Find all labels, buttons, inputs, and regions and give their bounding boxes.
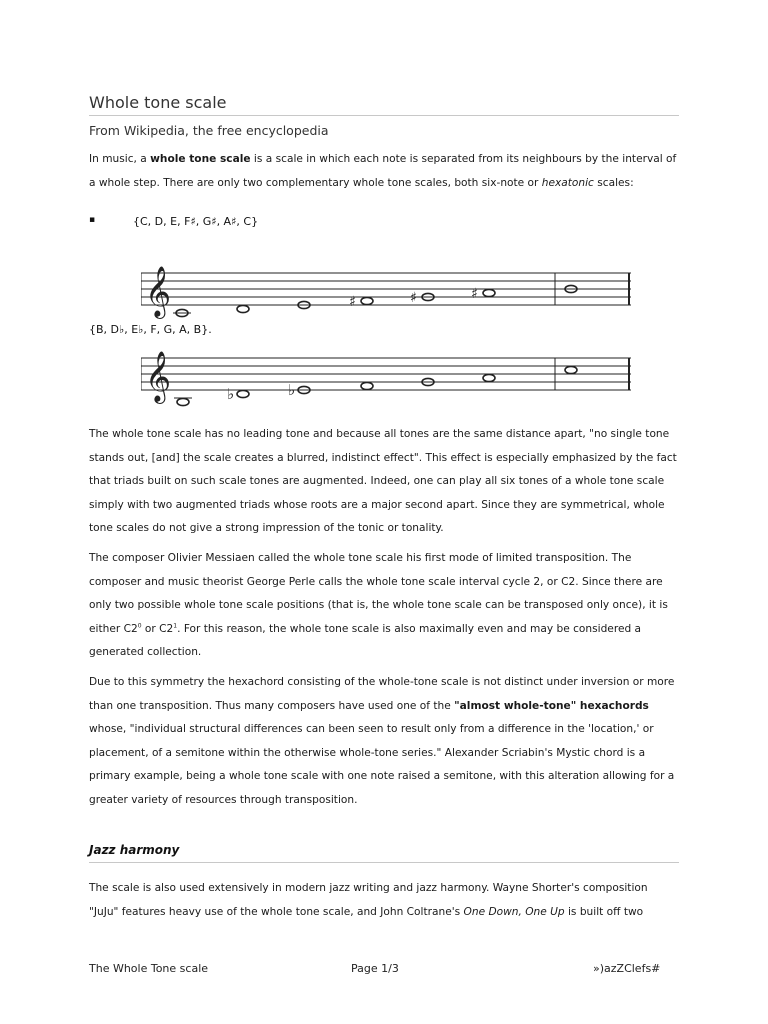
sharp-icon: ♯ [410, 290, 417, 306]
flat-icon: ♭ [288, 381, 296, 399]
footer-document-title: The Whole Tone scale [89, 962, 209, 975]
treble-clef-icon: 𝄞 [145, 351, 172, 402]
note-a [483, 374, 495, 381]
note-f-sharp [361, 297, 373, 304]
term-whole-tone-scale: whole tone scale [150, 153, 251, 165]
note-b-low [177, 398, 189, 405]
treble-clef-icon: 𝄞 [145, 266, 172, 317]
page-subtitle: From Wikipedia, the free encyclopedia [89, 123, 329, 138]
footer-logo: »)azZClefs# [593, 962, 661, 975]
note-d [237, 305, 249, 312]
staff-scale-2 [141, 340, 631, 415]
term-hexatonic: hexatonic [541, 176, 594, 189]
note-a-sharp [483, 289, 495, 296]
section-heading-jazz-harmony: Jazz harmony [89, 843, 679, 863]
paragraph-jazz: The scale is also used extensively in modern jazz writing and jazz harmony. Wayne Shorter's composition "JuJu" features heavy use of the whole tone scale, and John Coltrane's One Down, One Up is built off two [89, 882, 648, 918]
note-f [361, 382, 373, 389]
bullet-icon: ▪ [89, 215, 96, 225]
flat-icon: ♭ [227, 385, 235, 403]
page-title: Whole tone scale [89, 93, 679, 116]
intro-paragraph: In music, a whole tone scale is a scale in which each note is separated from its neighbours by the interval of a whole step. There are only two complementary whole tone scales, both six-note or hexatonic scales: [89, 153, 677, 189]
sharp-icon: ♯ [349, 294, 356, 310]
note-d-flat [237, 390, 249, 397]
paragraph-messiaen: The composer Olivier Messiaen called the whole tone scale his first mode of limited transposition. The composer and music theorist George Perle calls the whole tone scale interval cycle 2, or C2. Since there are only two possible whole tone scale positions (that is, the whole tone scale can be transposed only once), it is either $C2^0$ or $C2^1$. For this reason, the whole tone scale is also maximally even and may be considered a generated collection. [89, 552, 668, 658]
term-one-down-one-up: One Down, One Up [463, 905, 565, 918]
footer-page-number: Page 1/3 [351, 962, 399, 975]
note-b-high [565, 366, 577, 373]
paragraph-leading-tone: The whole tone scale has no leading tone and because all tones are the same distance apart, "no single tone stands out, [and] the scale creates a blurred, indistinct effect". This effect is especially emphasized by the fact that triads built on such scale tones are augmented. Indeed, one can play all six tones of a whole tone scale simply with two augmented triads whose roots are a major second apart. Since they are symmetrical, whole tone scales do not give a strong impression of the tonic or tonality. [89, 428, 677, 534]
sharp-icon: ♯ [471, 286, 478, 302]
paragraph-symmetry: Due to this symmetry the hexachord consisting of the whole-tone scale is not distinct under inversion or more than one transposition. Thus many composers have used one of the "almost whole-tone" hexachords whose, "individual structural differences can been seen to result only from a difference in the 'location,' or placement, of a semitone within the otherwise whole-tone series." Alexander Scriabin's Mystic chord is a primary example, being a whole tone scale with one note raised a semitone, with this alteration allowing for a greater variety of resources through transposition. [89, 676, 675, 806]
scale-1-notes: {C, D, E, F♯, G♯, A♯, C} [133, 215, 259, 228]
term-almost-whole-tone: "almost whole-tone" hexachords [454, 699, 649, 712]
staff-scale-1 [141, 255, 631, 327]
scale-2-notes: {B, D♭, E♭, F, G, A, B}. [89, 323, 212, 336]
